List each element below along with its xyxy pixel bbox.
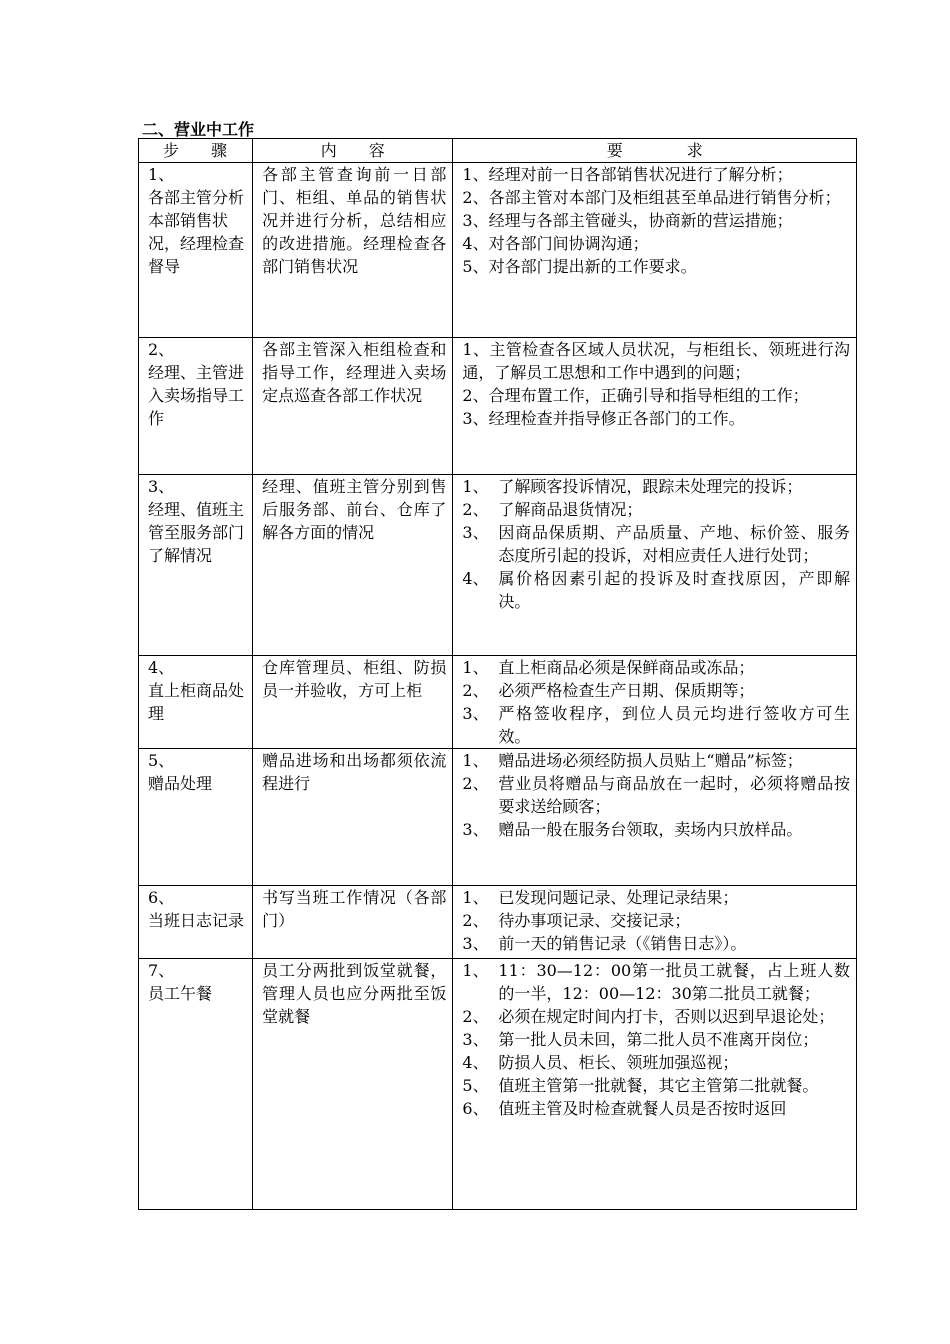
- requirement-cell: [453, 338, 857, 475]
- requirement-text: 11：30—12：00第一批员工就餐，占上班人数的一半，12：00—12：30第二批员工就餐；: [498, 961, 850, 1003]
- table-row: [139, 749, 857, 886]
- requirement-text: 了解商品退货情况；: [498, 500, 643, 519]
- step-cell: [139, 886, 253, 959]
- table-header-row: [139, 139, 857, 163]
- requirement-text: 第一批人员未回，第二批人员不准离开岗位；: [498, 1030, 819, 1049]
- step-cell: [139, 338, 253, 475]
- requirement-number: 3、: [462, 704, 489, 723]
- requirement-number: 1、: [462, 961, 489, 980]
- requirement-cell: [453, 749, 857, 886]
- header-step: 步 骤: [139, 139, 253, 163]
- step-number: 2、: [148, 340, 175, 359]
- requirement-item: [462, 886, 850, 909]
- table-row: [139, 338, 857, 475]
- table-row: [139, 163, 857, 338]
- table-row: [139, 886, 857, 959]
- requirement-text: 防损人员、柜长、领班加强巡视；: [498, 1053, 739, 1072]
- requirement-item: [462, 749, 850, 772]
- table-row: [139, 475, 857, 656]
- requirement-item: [462, 521, 850, 567]
- requirement-item: [462, 1097, 850, 1120]
- requirement-text: 直上柜商品必须是保鲜商品或冻品；: [498, 658, 755, 677]
- requirement-item: [462, 932, 850, 955]
- requirement-item: [462, 656, 850, 679]
- requirement-item: [462, 1028, 850, 1051]
- requirement-item: [462, 1074, 850, 1097]
- requirement-cell: [453, 475, 857, 656]
- step-number: 5、: [148, 751, 175, 770]
- requirement-item: [462, 1005, 850, 1028]
- requirement-item: 3、经理与各部主管碰头，协商新的营运措施；: [462, 211, 793, 230]
- requirement-cell: [453, 886, 857, 959]
- step-name: 直上柜商品处理: [148, 681, 245, 723]
- requirement-text: 赠品一般在服务台领取，卖场内只放样品。: [498, 820, 803, 839]
- step-name: 当班日志记录: [148, 911, 245, 930]
- requirement-number: 1、: [462, 751, 489, 770]
- requirement-item: [462, 772, 850, 818]
- step-name: 各部主管分析本部销售状况，经理检查督导: [148, 188, 245, 276]
- requirement-number: 1、: [462, 658, 489, 677]
- step-cell: [139, 959, 253, 1210]
- requirement-item: [462, 679, 850, 702]
- requirement-number: 2、: [462, 911, 489, 930]
- requirement-number: 3、: [462, 1030, 489, 1049]
- requirement-text: 赠品进场必须经防损人员贴上“赠品”标签；: [498, 751, 803, 770]
- requirement-item: 1、主管检查各区域人员状况，与柜组长、领班进行沟通，了解员工思想和工作中遇到的问题；: [462, 340, 850, 382]
- requirement-item: 2、各部主管对本部门及柜组甚至单品进行销售分析；: [462, 188, 841, 207]
- table-row: [139, 959, 857, 1210]
- requirement-text: 值班主管及时检查就餐人员是否按时返回: [498, 1099, 787, 1118]
- step-name: 员工午餐: [148, 984, 213, 1003]
- step-name: 赠品处理: [148, 774, 213, 793]
- requirement-number: 3、: [462, 523, 489, 542]
- requirement-number: 2、: [462, 1007, 489, 1026]
- requirement-cell: [453, 959, 857, 1210]
- requirement-item: 1、经理对前一日各部销售状况进行了解分析；: [462, 165, 793, 184]
- requirement-text: 必须严格检查生产日期、保质期等；: [498, 681, 755, 700]
- work-procedure-table: [138, 138, 857, 1210]
- step-number: 7、: [148, 961, 175, 980]
- requirement-number: 4、: [462, 1053, 489, 1072]
- step-number: 6、: [148, 888, 175, 907]
- requirement-number: 2、: [462, 774, 489, 793]
- content-cell: 各部主管查询前一日部门、柜组、单品的销售状况并进行分析，总结相应的改进措施。经理检查各部门销售状况: [253, 163, 453, 338]
- requirement-text: 严格签收程序，到位人员元均进行签收方可生效。: [498, 704, 850, 746]
- requirement-item: [462, 567, 850, 613]
- requirement-text: 营业员将赠品与商品放在一起时，必须将赠品按要求送给顾客；: [498, 774, 850, 816]
- requirement-text: 属价格因素引起的投诉及时查找原因，产即解决。: [498, 569, 850, 611]
- step-number: 1、: [148, 165, 175, 184]
- step-cell: [139, 656, 253, 749]
- requirement-item: 2、合理布置工作，正确引导和指导柜组的工作；: [462, 386, 809, 405]
- step-number: 3、: [148, 477, 175, 496]
- requirement-text: 待办事项记录、交接记录；: [498, 911, 691, 930]
- content-cell: 经理、值班主管分别到售后服务部、前台、仓库了解各方面的情况: [253, 475, 453, 656]
- requirement-number: 2、: [462, 500, 489, 519]
- requirement-text: 已发现问题记录、处理记录结果；: [498, 888, 739, 907]
- header-content: 内 容: [253, 139, 453, 163]
- requirement-number: 3、: [462, 820, 489, 839]
- requirement-item: [462, 1051, 850, 1074]
- content-cell: 书写当班工作情况（各部门）: [253, 886, 453, 959]
- requirement-cell: [453, 163, 857, 338]
- requirement-text: 值班主管第一批就餐，其它主管第二批就餐。: [498, 1076, 819, 1095]
- requirement-number: 4、: [462, 569, 489, 588]
- requirement-item: [462, 818, 850, 841]
- requirement-number: 1、: [462, 477, 489, 496]
- requirement-item: [462, 702, 850, 748]
- table-row: [139, 656, 857, 749]
- requirement-text: 前一天的销售记录（《销售日志》）。: [498, 934, 747, 953]
- requirement-item: 3、经理检查并指导修正各部门的工作。: [462, 409, 745, 428]
- requirement-item: [462, 475, 850, 498]
- requirement-number: 1、: [462, 888, 489, 907]
- requirement-number: 5、: [462, 1076, 489, 1095]
- content-cell: 赠品进场和出场都须依流程进行: [253, 749, 453, 886]
- step-name: 经理、主管进入卖场指导工作: [148, 363, 245, 428]
- requirement-item: [462, 959, 850, 1005]
- step-cell: [139, 475, 253, 656]
- step-name: 经理、值班主管至服务部门了解情况: [148, 500, 245, 565]
- requirement-number: 3、: [462, 934, 489, 953]
- section-title: 二、营业中工作: [142, 120, 255, 139]
- step-cell: [139, 163, 253, 338]
- requirement-cell: [453, 656, 857, 749]
- requirement-number: 6、: [462, 1099, 489, 1118]
- step-number: 4、: [148, 658, 175, 677]
- requirement-text: 必须在规定时间内打卡，否则以迟到早退论处；: [498, 1007, 835, 1026]
- requirement-item: [462, 909, 850, 932]
- content-cell: 员工分两批到饭堂就餐，管理人员也应分两批至饭堂就餐: [253, 959, 453, 1210]
- requirement-text: 因商品保质期、产品质量、产地、标价签、服务态度所引起的投诉，对相应责任人进行处罚；: [498, 523, 850, 565]
- step-cell: [139, 749, 253, 886]
- content-cell: 仓库管理员、柜组、防损员一并验收，方可上柜: [253, 656, 453, 749]
- requirement-text: 了解顾客投诉情况，跟踪未处理完的投诉；: [498, 477, 803, 496]
- requirement-item: [462, 498, 850, 521]
- content-cell: 各部主管深入柜组检查和指导工作，经理进入卖场定点巡查各部工作状况: [253, 338, 453, 475]
- header-requirement: 要 求: [453, 139, 857, 163]
- requirement-number: 2、: [462, 681, 489, 700]
- requirement-item: 5、对各部门提出新的工作要求。: [462, 257, 697, 276]
- requirement-item: 4、对各部门间协调沟通；: [462, 234, 649, 253]
